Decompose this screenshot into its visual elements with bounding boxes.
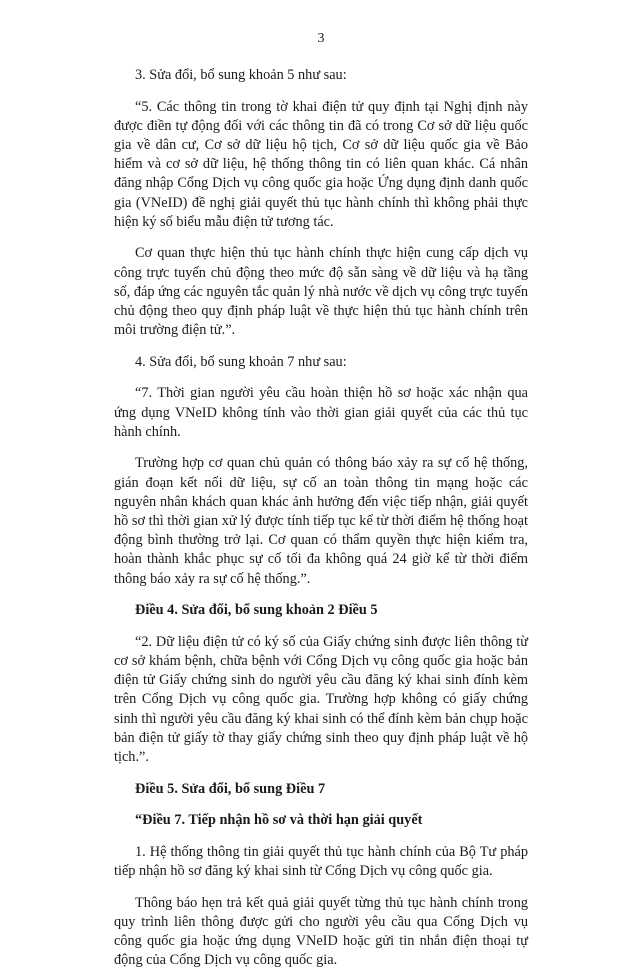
heading-article-5: Điều 5. Sửa đổi, bổ sung Điều 7 [135, 780, 326, 797]
paragraph-clause-5-text: “5. Các thông tin trong tờ khai điện tử quy định tại Nghị định này được điền tự động đối với các thông tin đã có trong Cơ sở dữ liệu quốc gia về dân cư, Cơ sở dữ liệu hộ tịch, Cơ sở dữ liệu quốc gia về Bảo hiểm và cơ sở dữ liệu, hệ thống thông tin có liên quan khác. Cá nhân đăng nhập Cổng Dịch vụ công quốc gia hoặc Ứng dụng định danh quốc gia (VNeID) đề nghị giải quyết thủ tục hành chính thì không phải thực hiện ký số biểu mẫu điện tử tương tác. [114, 98, 528, 230]
page-number: 3 [317, 31, 325, 46]
paragraph-result-notice: Thông báo hẹn trả kết quả giải quyết từng thủ tục hành chính trong quy trình liên thông được gửi cho người yêu cầu qua Cổng Dịch vụ công quốc gia hoặc ứng dụng VNeID hoặc gửi tin nhắn điện thoại tự động của Cổng Dịch vụ công quốc gia. [114, 894, 528, 969]
paragraph-clause-7-text: “7. Thời gian người yêu cầu hoàn thiện hồ sơ hoặc xác nhận qua ứng dụng VNeID không tính vào thời gian giải quyết của các thủ tục hành chính. [114, 385, 528, 440]
paragraph-amend-clause-7: 4. Sửa đổi, bổ sung khoản 7 như sau: [135, 353, 347, 370]
paragraph-online-service: Cơ quan thực hiện thủ tục hành chính thực hiện cung cấp dịch vụ công trực tuyến chủ động theo mức độ sẵn sàng về dữ liệu và hạ tầng số, đáp ứng các nguyên tắc quản lý nhà nước về dịch vụ công trực tuyến chủ động theo quy định pháp luật về thực hiện thủ tục hành chính trên môi trường điện tử.”. [114, 245, 528, 339]
paragraph-system-incident: Trường hợp cơ quan chủ quản có thông báo xảy ra sự cố hệ thống, gián đoạn kết nối dữ liệu, sự cố an toàn thông tin mạng hoặc các nguyên nhân khách quan khác ảnh hưởng đến việc tiếp nhận, giải quyết hồ sơ thì thời gian xử lý được tính tiếp tục kể từ thời điểm hệ thống hoạt động bình thường trở lại. Cơ quan có thẩm quyền thực hiện kiểm tra, hoàn thành khắc phục sự cố tối đa không quá 24 giờ kể từ thời điểm thông báo xảy ra sự cố hệ thống.”. [114, 455, 528, 587]
paragraph-birth-certificate: “2. Dữ liệu điện tử có ký số của Giấy chứng sinh được liên thông từ cơ sở khám bệnh, chữa bệnh với Cổng Dịch vụ công quốc gia hoặc bản điện tử Giấy chứng sinh do người yêu cầu đăng ký khai sinh đính kèm trên Cổng Dịch vụ công quốc gia. Trường hợp không có giấy chứng sinh thì người yêu cầu đăng ký khai sinh có thể đính kèm bản chụp hoặc bản điện tử giấy tờ thay giấy chứng sinh theo quy định pháp luật về hộ tịch.”. [114, 633, 528, 766]
heading-article-4: Điều 4. Sửa đổi, bổ sung khoản 2 Điều 5 [135, 602, 378, 619]
paragraph-amend-clause-5: 3. Sửa đổi, bổ sung khoản 5 như sau: [135, 67, 347, 83]
heading-article-7: “Điều 7. Tiếp nhận hồ sơ và thời hạn giải quyết [135, 812, 423, 829]
paragraph-receive-dossier: 1. Hệ thống thông tin giải quyết thủ tục hành chính của Bộ Tư pháp tiếp nhận hồ sơ đăng ký khai sinh từ Cổng Dịch vụ công quốc gia. [114, 843, 528, 880]
